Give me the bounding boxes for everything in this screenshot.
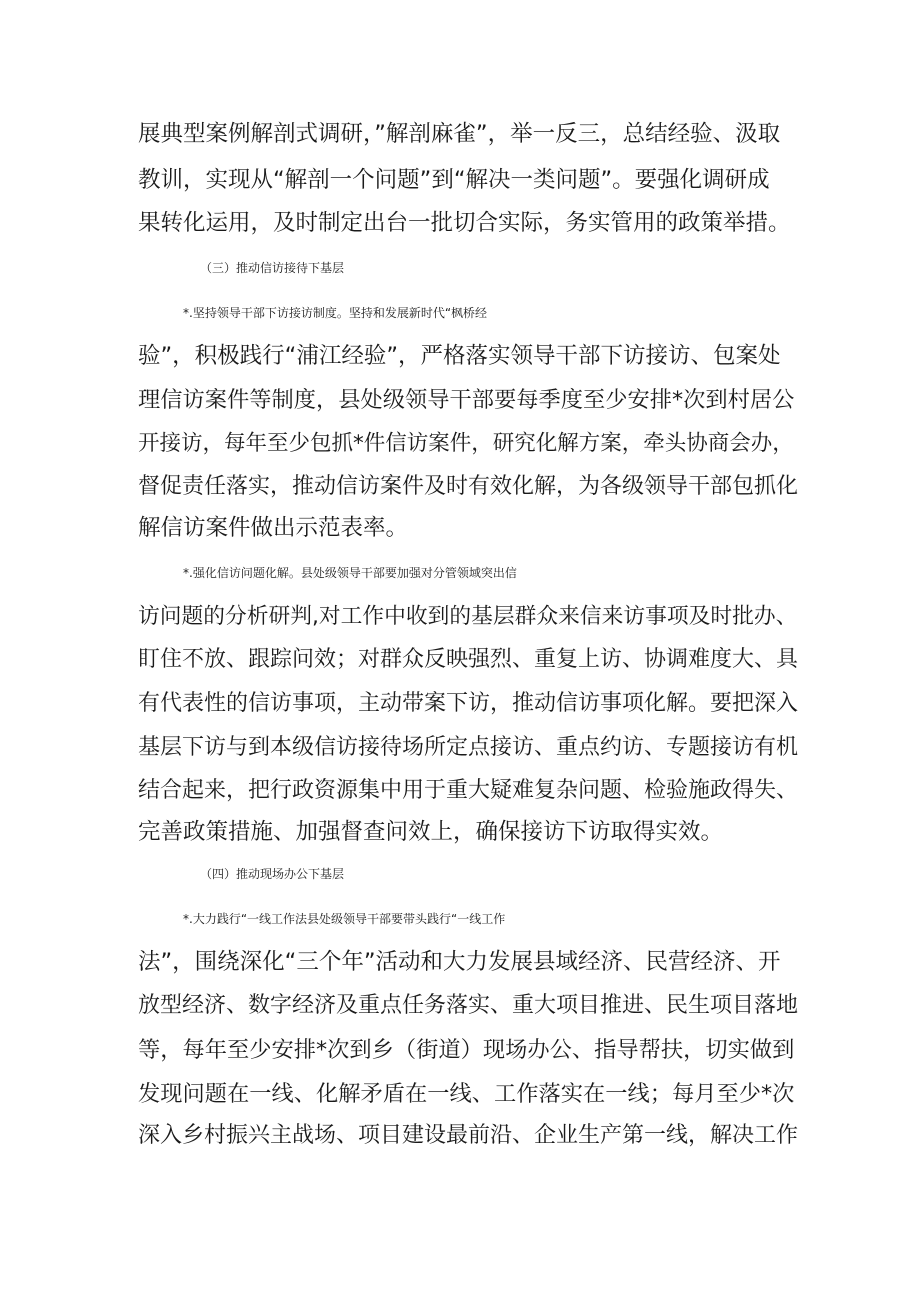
body-line-10: 解信访案件做出示范表率。 <box>138 515 409 541</box>
body-line-15: 基层下访与到本级信访接待场所定点接访、重点约访、专题接访有机 <box>138 735 799 760</box>
paragraph-start-line: *.强化信访问题化解。县处级领导干部要加强对分管领域突出信 <box>183 566 517 580</box>
section-heading-4: （四）推动现场办公下基层 <box>200 867 345 881</box>
body-line-6: 验”，积极践行“浦江经验”，严格落实领导干部下访接访、包案处 <box>138 343 781 369</box>
body-line-7: 理信访案件等制度，县处级领导干部要每季度至少安排*次到村居公 <box>138 387 795 413</box>
body-line-13: 盯住不放、跟踪问效；对群众反映强烈、重复上访、协调难度大、具 <box>138 647 799 672</box>
body-line-8: 开接访，每年至少包抓*件信访案件，研究化解方案，牵头协商会办， <box>138 431 794 456</box>
body-line-23: 发现问题在一线、化解矛盾在一线、工作落实在一线；每月至少*次 <box>138 1081 795 1107</box>
body-line-20: 法”，围绕深化“三个年”活动和大力发展县域经济、民营经济、开 <box>138 949 781 975</box>
body-line-21: 放型经济、数字经济及重点任务落实、重大项目推进、民生项目落地 <box>138 993 799 1018</box>
body-line-22: 等，每年至少安排*次到乡（街道）现场办公、指导帮扶，切实做到 <box>138 1037 795 1063</box>
body-line-3: 果转化运用，及时制定出台一批切合实际，务实管用的政策举措。 <box>138 210 791 236</box>
body-line-14: 有代表性的信访事项，主动带案下访，推动信访事项化解。要把深入 <box>138 691 799 716</box>
body-line-17: 完善政策措施、加强督查问效上，确保接访下访取得实效。 <box>138 819 724 845</box>
body-line-1: 展典型案例解剖式调研，”解剖麻雀”，举一反三，总结经验、汲取 <box>138 121 781 147</box>
paragraph-start-line: *.大力践行“一线工作法县处级领导干部要带头践行“一线工作 <box>183 912 506 926</box>
body-line-24: 深入乡村振兴主战场、项目建设最前沿、企业生产第一线，解决工作 <box>138 1123 799 1148</box>
body-line-2: 教训，实现从“解剖一个问题”到“解决一类问题”。要强化调研成 <box>138 167 770 193</box>
paragraph-start-line: *.坚持领导干部下访接访制度。坚持和发展新时代“枫桥经 <box>183 306 488 320</box>
body-line-16: 结合起来，把行政资源集中用于重大疑难复杂问题、检验施政得失、 <box>138 778 799 803</box>
body-line-9: 督促责任落实，推动信访案件及时有效化解，为各级领导干部包抓化 <box>138 474 799 499</box>
body-line-12: 访问题的分析研判,对工作中收到的基层群众来信来访事项及时批办、 <box>138 604 798 629</box>
section-heading-3: （三）推动信访接待下基层 <box>200 261 345 275</box>
